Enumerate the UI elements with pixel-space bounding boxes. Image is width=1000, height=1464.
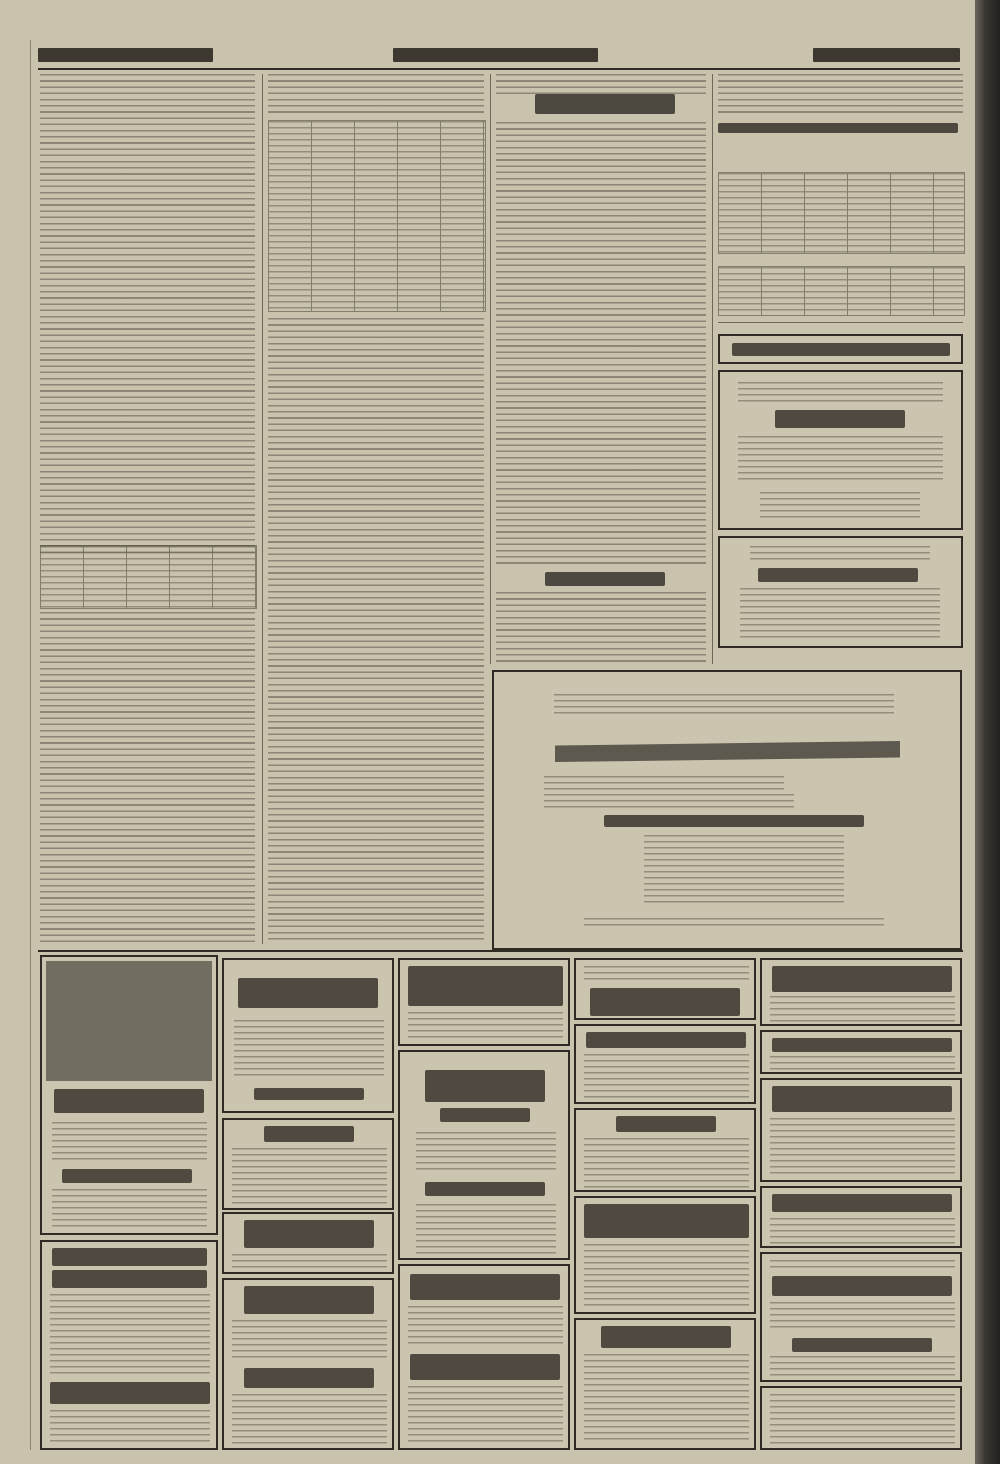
advertisement — [398, 958, 570, 1046]
advertisement — [398, 1264, 570, 1450]
masthead — [38, 46, 960, 70]
article-text-column — [40, 612, 255, 942]
obituary-notice — [718, 370, 963, 530]
obituary-notice — [718, 536, 963, 648]
page-edge — [975, 0, 1000, 1464]
advertisement — [760, 1186, 962, 1248]
advertisement — [222, 1212, 394, 1274]
article-text-column — [496, 74, 706, 94]
article-text-column — [496, 122, 706, 567]
advertisement — [574, 1318, 756, 1450]
article-text-column — [496, 592, 706, 664]
currency-table — [40, 545, 257, 609]
masthead-date-block — [38, 48, 213, 62]
advertisement — [760, 1078, 962, 1182]
hotel-advertisement — [718, 334, 963, 364]
advertisement — [40, 1240, 218, 1450]
section-heading-block — [535, 94, 675, 114]
obituary-body — [492, 770, 962, 950]
travel-advertisement — [40, 955, 218, 1235]
adjacent-page-margin — [0, 40, 31, 1450]
advertisement — [760, 1386, 962, 1450]
advertisement — [222, 1118, 394, 1210]
masthead-page-block — [813, 48, 960, 62]
advertisement — [398, 1050, 570, 1260]
article-text-column — [268, 318, 484, 942]
advertisement — [222, 958, 394, 1113]
article-text-column — [718, 74, 963, 114]
balance-table — [268, 120, 486, 312]
section-heading-block — [545, 572, 665, 586]
advertisement — [760, 1252, 962, 1382]
article-text-column — [268, 74, 484, 114]
column-rule — [712, 74, 713, 664]
advertisement — [760, 1030, 962, 1074]
water-level-table — [718, 266, 965, 316]
section-heading-block — [718, 123, 958, 133]
advertisement — [574, 958, 756, 1020]
advertisement — [574, 1196, 756, 1314]
article-text-column — [40, 74, 255, 554]
column-rule — [490, 74, 491, 664]
advertisement — [760, 958, 962, 1026]
advertisement — [222, 1278, 394, 1450]
advertisement — [574, 1108, 756, 1192]
column-rule — [262, 74, 263, 944]
rule — [718, 322, 963, 323]
advertisement — [574, 1024, 756, 1104]
masthead-title-block — [393, 48, 598, 62]
rule — [38, 950, 963, 952]
weather-table — [718, 172, 965, 254]
